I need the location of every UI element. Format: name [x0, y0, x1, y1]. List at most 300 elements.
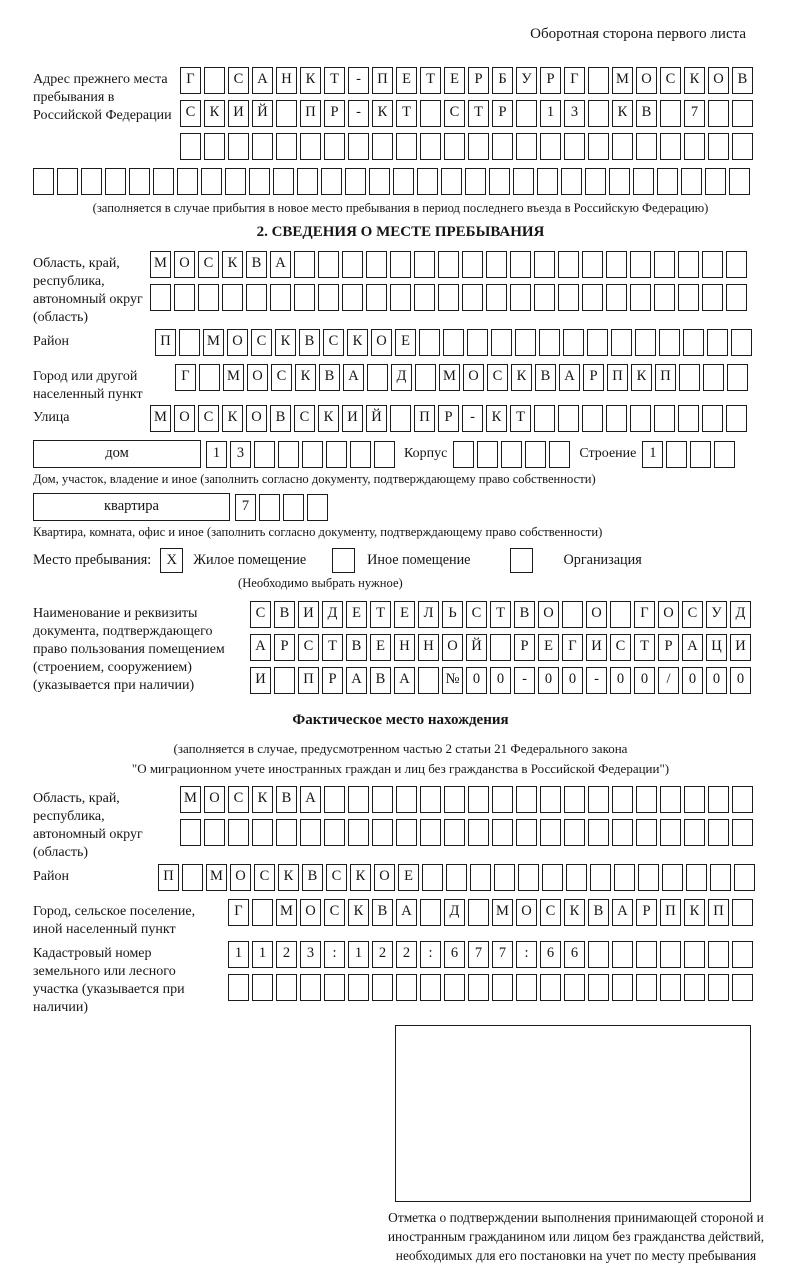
char-box[interactable]	[468, 974, 489, 1001]
char-box[interactable]	[732, 941, 753, 968]
char-box[interactable]	[708, 133, 729, 160]
char-box[interactable]	[734, 864, 755, 891]
char-box[interactable]: Е	[370, 634, 391, 661]
char-box[interactable]	[276, 819, 297, 846]
char-box[interactable]: К	[278, 864, 299, 891]
char-box[interactable]: Т	[420, 67, 441, 94]
char-box[interactable]: 6	[564, 941, 585, 968]
char-row-prev-address-1[interactable]	[180, 67, 756, 94]
char-box[interactable]: Й	[252, 100, 273, 127]
char-box[interactable]: К	[222, 251, 243, 278]
char-box[interactable]	[582, 284, 603, 311]
char-box[interactable]: 1	[206, 441, 227, 468]
char-box[interactable]	[199, 364, 220, 391]
char-box[interactable]: У	[706, 601, 727, 628]
char-box[interactable]: С	[251, 329, 272, 356]
char-box[interactable]	[390, 405, 411, 432]
char-box[interactable]: С	[324, 899, 345, 926]
char-box[interactable]: М	[150, 405, 171, 432]
char-box[interactable]	[153, 168, 174, 195]
char-box[interactable]: П	[708, 899, 729, 926]
char-box[interactable]	[708, 786, 729, 813]
char-box[interactable]	[420, 899, 441, 926]
char-box[interactable]	[510, 284, 531, 311]
char-box[interactable]: С	[180, 100, 201, 127]
char-box[interactable]	[129, 168, 150, 195]
char-box[interactable]: Т	[490, 601, 511, 628]
char-box[interactable]: Н	[394, 634, 415, 661]
char-box[interactable]	[372, 819, 393, 846]
char-box[interactable]: -	[586, 667, 607, 694]
char-box[interactable]	[462, 284, 483, 311]
char-box[interactable]: Е	[398, 864, 419, 891]
char-box[interactable]: М	[203, 329, 224, 356]
char-box[interactable]	[686, 864, 707, 891]
char-box[interactable]: М	[180, 786, 201, 813]
char-box[interactable]	[659, 329, 680, 356]
char-box[interactable]	[516, 133, 537, 160]
char-box[interactable]	[300, 819, 321, 846]
char-box[interactable]	[348, 133, 369, 160]
char-box[interactable]	[654, 284, 675, 311]
char-box[interactable]: Д	[322, 601, 343, 628]
char-box[interactable]	[726, 251, 747, 278]
char-row-region-1[interactable]	[150, 251, 750, 278]
char-box[interactable]	[438, 251, 459, 278]
char-box[interactable]	[462, 251, 483, 278]
char-box[interactable]: Т	[396, 100, 417, 127]
char-box[interactable]	[633, 168, 654, 195]
char-box[interactable]	[492, 974, 513, 1001]
char-box[interactable]	[182, 864, 203, 891]
char-row-prev-address-3[interactable]	[180, 133, 756, 160]
char-box[interactable]: 1	[252, 941, 273, 968]
char-box[interactable]	[348, 974, 369, 1001]
char-box[interactable]: С	[294, 405, 315, 432]
checkbox-residential[interactable]: X	[160, 548, 183, 573]
char-box[interactable]: 0	[466, 667, 487, 694]
char-box[interactable]	[563, 329, 584, 356]
char-box[interactable]	[222, 284, 243, 311]
char-box[interactable]	[588, 941, 609, 968]
char-box[interactable]	[684, 819, 705, 846]
char-box[interactable]: А	[682, 634, 703, 661]
char-box[interactable]: О	[246, 405, 267, 432]
char-box[interactable]	[558, 284, 579, 311]
char-box[interactable]: А	[250, 634, 271, 661]
char-box[interactable]	[438, 284, 459, 311]
char-box[interactable]: И	[730, 634, 751, 661]
char-box[interactable]	[252, 133, 273, 160]
char-box[interactable]	[588, 819, 609, 846]
char-box[interactable]: 6	[444, 941, 465, 968]
char-box[interactable]: С	[254, 864, 275, 891]
char-box[interactable]	[636, 133, 657, 160]
char-box[interactable]: 0	[562, 667, 583, 694]
char-box[interactable]: Р	[492, 100, 513, 127]
char-box[interactable]: 7	[235, 494, 256, 521]
char-box[interactable]: 1	[228, 941, 249, 968]
char-box[interactable]: О	[174, 251, 195, 278]
char-box[interactable]: М	[276, 899, 297, 926]
char-box[interactable]: Е	[346, 601, 367, 628]
char-box[interactable]	[350, 441, 371, 468]
char-box[interactable]: Г	[180, 67, 201, 94]
char-box[interactable]: Е	[396, 67, 417, 94]
char-box[interactable]	[396, 819, 417, 846]
char-box[interactable]	[654, 251, 675, 278]
char-box[interactable]	[516, 100, 537, 127]
char-box[interactable]: С	[466, 601, 487, 628]
char-box[interactable]	[294, 251, 315, 278]
char-box[interactable]	[564, 819, 585, 846]
char-box[interactable]	[588, 133, 609, 160]
char-box[interactable]	[654, 405, 675, 432]
char-row-city[interactable]	[175, 364, 751, 391]
char-box[interactable]	[588, 974, 609, 1001]
char-box[interactable]	[564, 974, 585, 1001]
char-box[interactable]: М	[492, 899, 513, 926]
char-box[interactable]	[708, 974, 729, 1001]
char-box[interactable]	[703, 364, 724, 391]
char-box[interactable]	[702, 251, 723, 278]
char-row-actual-region-1[interactable]	[180, 786, 756, 813]
char-box[interactable]	[678, 405, 699, 432]
char-box[interactable]: В	[270, 405, 291, 432]
char-box[interactable]: В	[535, 364, 556, 391]
char-box[interactable]: С	[444, 100, 465, 127]
char-box[interactable]: К	[318, 405, 339, 432]
char-box[interactable]: О	[586, 601, 607, 628]
char-box[interactable]: П	[414, 405, 435, 432]
char-box[interactable]: В	[274, 601, 295, 628]
char-row-document-1[interactable]	[250, 601, 754, 628]
char-box[interactable]	[732, 899, 753, 926]
char-box[interactable]: П	[372, 67, 393, 94]
char-box[interactable]: В	[372, 899, 393, 926]
char-box[interactable]: П	[607, 364, 628, 391]
char-box[interactable]: Р	[324, 100, 345, 127]
char-box[interactable]: В	[636, 100, 657, 127]
char-box[interactable]	[326, 441, 347, 468]
char-box[interactable]: Р	[514, 634, 535, 661]
char-box[interactable]: Й	[366, 405, 387, 432]
char-box[interactable]	[582, 251, 603, 278]
char-box[interactable]: О	[538, 601, 559, 628]
char-box[interactable]: К	[222, 405, 243, 432]
char-box[interactable]: А	[394, 667, 415, 694]
char-box[interactable]	[614, 864, 635, 891]
char-box[interactable]	[246, 284, 267, 311]
char-box[interactable]	[204, 819, 225, 846]
char-box[interactable]	[420, 819, 441, 846]
char-box[interactable]	[276, 974, 297, 1001]
char-box[interactable]	[636, 941, 657, 968]
char-box[interactable]: А	[612, 899, 633, 926]
char-box[interactable]: Г	[634, 601, 655, 628]
char-box[interactable]	[174, 284, 195, 311]
char-box[interactable]	[540, 786, 561, 813]
char-box[interactable]: 1	[540, 100, 561, 127]
char-box[interactable]	[444, 133, 465, 160]
char-box[interactable]	[684, 941, 705, 968]
char-box[interactable]: 0	[538, 667, 559, 694]
char-box[interactable]	[228, 974, 249, 1001]
char-box[interactable]	[444, 786, 465, 813]
char-box[interactable]	[731, 329, 752, 356]
char-box[interactable]	[630, 251, 651, 278]
char-box[interactable]: О	[300, 899, 321, 926]
char-box[interactable]: М	[223, 364, 244, 391]
char-box[interactable]	[732, 819, 753, 846]
char-box[interactable]: С	[323, 329, 344, 356]
char-box[interactable]	[420, 133, 441, 160]
char-box[interactable]	[489, 168, 510, 195]
char-box[interactable]: В	[299, 329, 320, 356]
char-box[interactable]	[561, 168, 582, 195]
char-box[interactable]	[419, 329, 440, 356]
char-box[interactable]	[610, 601, 631, 628]
char-box[interactable]: Ь	[442, 601, 463, 628]
char-row-street[interactable]	[150, 405, 750, 432]
char-box[interactable]: К	[204, 100, 225, 127]
char-box[interactable]	[679, 364, 700, 391]
char-box[interactable]: О	[230, 864, 251, 891]
char-box[interactable]	[179, 329, 200, 356]
char-box[interactable]: У	[516, 67, 537, 94]
char-box[interactable]	[468, 819, 489, 846]
char-box[interactable]: П	[300, 100, 321, 127]
char-box[interactable]	[318, 284, 339, 311]
char-box[interactable]: О	[442, 634, 463, 661]
char-box[interactable]: К	[486, 405, 507, 432]
char-box[interactable]	[727, 364, 748, 391]
char-box[interactable]: В	[302, 864, 323, 891]
char-box[interactable]: С	[326, 864, 347, 891]
char-box[interactable]: С	[250, 601, 271, 628]
char-box[interactable]: -	[514, 667, 535, 694]
char-box[interactable]	[542, 864, 563, 891]
char-box[interactable]: Т	[468, 100, 489, 127]
char-box[interactable]: А	[559, 364, 580, 391]
char-box[interactable]	[470, 864, 491, 891]
char-box[interactable]: 7	[492, 941, 513, 968]
char-box[interactable]: К	[252, 786, 273, 813]
char-box[interactable]	[420, 974, 441, 1001]
char-box[interactable]: М	[612, 67, 633, 94]
char-box[interactable]	[278, 441, 299, 468]
char-box[interactable]	[708, 100, 729, 127]
char-row-korpus[interactable]	[453, 441, 573, 468]
char-box[interactable]: Т	[324, 67, 345, 94]
char-box[interactable]: :	[324, 941, 345, 968]
char-box[interactable]	[393, 168, 414, 195]
char-box[interactable]: Д	[730, 601, 751, 628]
char-box[interactable]: О	[658, 601, 679, 628]
char-box[interactable]: К	[300, 67, 321, 94]
char-box[interactable]	[374, 441, 395, 468]
char-box[interactable]	[414, 251, 435, 278]
char-box[interactable]: К	[684, 67, 705, 94]
char-box[interactable]	[468, 133, 489, 160]
char-box[interactable]	[294, 284, 315, 311]
char-box[interactable]	[420, 100, 441, 127]
checkbox-organization[interactable]	[510, 548, 533, 573]
char-box[interactable]	[414, 284, 435, 311]
char-box[interactable]	[732, 974, 753, 1001]
char-row-document-2[interactable]	[250, 634, 754, 661]
char-box[interactable]	[348, 786, 369, 813]
char-box[interactable]	[204, 133, 225, 160]
char-box[interactable]: О	[204, 786, 225, 813]
char-box[interactable]: В	[246, 251, 267, 278]
char-box[interactable]: С	[228, 67, 249, 94]
char-box[interactable]: Д	[391, 364, 412, 391]
char-box[interactable]	[468, 899, 489, 926]
char-box[interactable]	[396, 974, 417, 1001]
char-box[interactable]	[702, 284, 723, 311]
char-box[interactable]: Р	[438, 405, 459, 432]
char-box[interactable]	[635, 329, 656, 356]
char-box[interactable]: К	[348, 899, 369, 926]
char-box[interactable]	[486, 284, 507, 311]
char-box[interactable]: Т	[322, 634, 343, 661]
char-box[interactable]: №	[442, 667, 463, 694]
char-box[interactable]	[318, 251, 339, 278]
char-box[interactable]	[638, 864, 659, 891]
char-box[interactable]	[726, 284, 747, 311]
char-box[interactable]	[324, 974, 345, 1001]
char-box[interactable]	[562, 601, 583, 628]
char-box[interactable]: О	[371, 329, 392, 356]
char-box[interactable]	[477, 441, 498, 468]
char-box[interactable]: Р	[636, 899, 657, 926]
char-box[interactable]: Р	[468, 67, 489, 94]
char-box[interactable]: О	[463, 364, 484, 391]
char-box[interactable]	[611, 329, 632, 356]
char-box[interactable]	[714, 441, 735, 468]
char-box[interactable]	[252, 899, 273, 926]
char-box[interactable]	[588, 786, 609, 813]
char-box[interactable]	[513, 168, 534, 195]
char-box[interactable]: А	[343, 364, 364, 391]
char-box[interactable]: С	[660, 67, 681, 94]
char-box[interactable]: В	[370, 667, 391, 694]
char-box[interactable]	[558, 251, 579, 278]
char-box[interactable]	[441, 168, 462, 195]
char-row-district[interactable]	[155, 329, 755, 356]
char-row-document-3[interactable]	[250, 667, 754, 694]
char-box[interactable]	[660, 819, 681, 846]
char-box[interactable]: -	[348, 100, 369, 127]
char-box[interactable]	[177, 168, 198, 195]
char-box[interactable]: 0	[634, 667, 655, 694]
char-box[interactable]	[630, 405, 651, 432]
char-box[interactable]	[372, 974, 393, 1001]
char-box[interactable]: К	[350, 864, 371, 891]
char-box[interactable]: С	[198, 251, 219, 278]
char-box[interactable]	[660, 133, 681, 160]
char-box[interactable]: 2	[276, 941, 297, 968]
char-row-prev-address-2[interactable]	[180, 100, 756, 127]
char-row-prev-address-4[interactable]	[33, 168, 768, 195]
char-box[interactable]	[516, 786, 537, 813]
char-box[interactable]: В	[346, 634, 367, 661]
char-box[interactable]	[422, 864, 443, 891]
char-box[interactable]: Т	[634, 634, 655, 661]
char-box[interactable]	[228, 133, 249, 160]
char-box[interactable]	[198, 284, 219, 311]
char-box[interactable]	[302, 441, 323, 468]
char-box[interactable]	[324, 819, 345, 846]
char-box[interactable]	[729, 168, 750, 195]
char-box[interactable]	[443, 329, 464, 356]
char-box[interactable]	[732, 100, 753, 127]
char-box[interactable]: В	[276, 786, 297, 813]
char-box[interactable]: Г	[562, 634, 583, 661]
char-box[interactable]	[180, 133, 201, 160]
char-box[interactable]: П	[660, 899, 681, 926]
char-box[interactable]	[372, 786, 393, 813]
char-box[interactable]	[684, 133, 705, 160]
char-box[interactable]: А	[300, 786, 321, 813]
char-box[interactable]: К	[612, 100, 633, 127]
char-box[interactable]: О	[636, 67, 657, 94]
char-box[interactable]	[259, 494, 280, 521]
char-box[interactable]	[585, 168, 606, 195]
char-box[interactable]	[307, 494, 328, 521]
char-box[interactable]	[666, 441, 687, 468]
char-box[interactable]	[630, 284, 651, 311]
char-box[interactable]: В	[514, 601, 535, 628]
char-box[interactable]	[564, 133, 585, 160]
char-box[interactable]	[465, 168, 486, 195]
char-box[interactable]: С	[540, 899, 561, 926]
char-box[interactable]: 0	[706, 667, 727, 694]
char-box[interactable]	[490, 634, 511, 661]
char-box[interactable]	[588, 67, 609, 94]
char-box[interactable]	[492, 786, 513, 813]
char-box[interactable]	[254, 441, 275, 468]
char-box[interactable]: О	[247, 364, 268, 391]
char-box[interactable]: О	[516, 899, 537, 926]
char-box[interactable]	[342, 251, 363, 278]
char-box[interactable]	[525, 441, 546, 468]
char-box[interactable]	[612, 941, 633, 968]
char-box[interactable]: Н	[276, 67, 297, 94]
char-box[interactable]: 3	[300, 941, 321, 968]
char-box[interactable]: 0	[490, 667, 511, 694]
char-box[interactable]: -	[462, 405, 483, 432]
char-box[interactable]	[732, 786, 753, 813]
char-box[interactable]	[444, 819, 465, 846]
char-box[interactable]	[707, 329, 728, 356]
char-box[interactable]	[662, 864, 683, 891]
char-box[interactable]	[537, 168, 558, 195]
char-box[interactable]: П	[655, 364, 676, 391]
char-box[interactable]: 0	[730, 667, 751, 694]
char-box[interactable]: М	[439, 364, 460, 391]
char-box[interactable]: Д	[444, 899, 465, 926]
char-box[interactable]: К	[684, 899, 705, 926]
char-box[interactable]	[540, 133, 561, 160]
char-box[interactable]: 1	[348, 941, 369, 968]
char-box[interactable]	[491, 329, 512, 356]
char-box[interactable]	[415, 364, 436, 391]
char-box[interactable]	[446, 864, 467, 891]
char-box[interactable]: 6	[540, 941, 561, 968]
char-box[interactable]: 7	[684, 100, 705, 127]
